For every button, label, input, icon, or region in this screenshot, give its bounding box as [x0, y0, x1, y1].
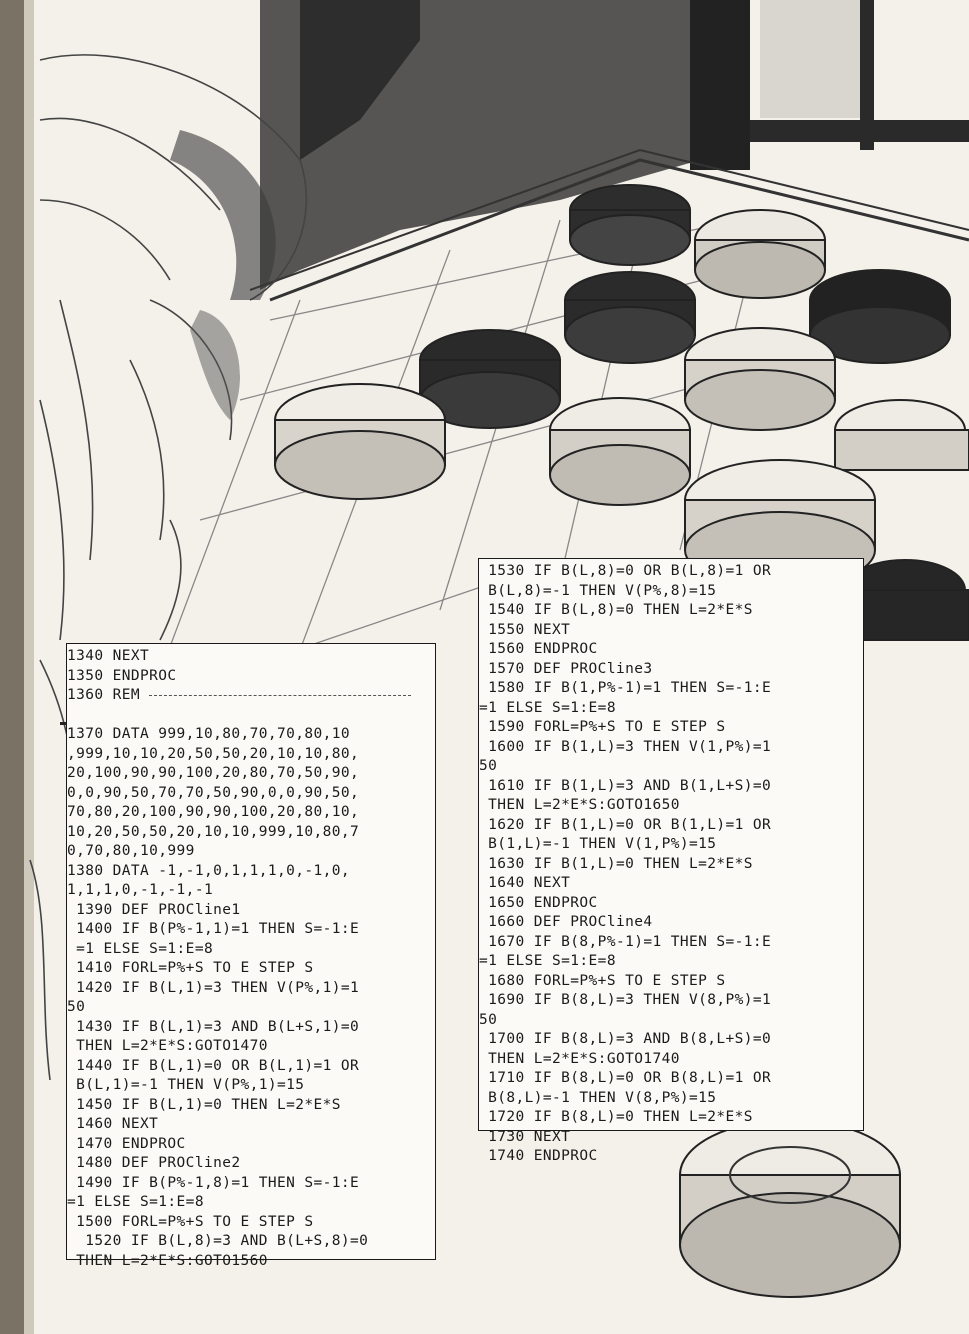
- basic-listing-right: [478, 558, 864, 1164]
- code-line: THEN L=2*E*S:GOTO1740: [479, 1050, 680, 1067]
- code-line: ,999,10,10,20,50,50,20,10,10,80,: [67, 745, 360, 762]
- code-line: THEN L=2*E*S:GOTO1470: [67, 1038, 268, 1054]
- page-edge-shadow: [0, 0, 24, 1334]
- code-line: 1670 IF B(8,P%-1)=1 THEN S=-1:E: [479, 933, 772, 950]
- code-line: 1740 ENDPROC: [479, 1148, 598, 1164]
- code-line: B(L,1)=-1 THEN V(P%,1)=15: [67, 1077, 305, 1093]
- code-line: B(L,8)=-1 THEN V(P%,8)=15: [479, 582, 717, 599]
- code-line: 1390 DEF PROCline1: [67, 901, 241, 918]
- code-line: 1700 IF B(8,L)=3 AND B(8,L+S)=0: [479, 1031, 772, 1047]
- code-line: 1710 IF B(8,L)=0 OR B(8,L)=1 OR: [479, 1070, 772, 1086]
- window-frame: [690, 0, 750, 170]
- code-line: 1730 NEXT: [479, 1128, 571, 1145]
- code-line: 1350 ENDPROC: [67, 667, 177, 684]
- code-line: THEN L=2*E*S:GOTO1560: [67, 1252, 268, 1269]
- code-line: 1,1,1,0,-1,-1,-1: [67, 882, 214, 898]
- code-line: 1580 IF B(1,P%-1)=1 THEN S=-1:E: [479, 680, 772, 696]
- code-line: 1450 IF B(L,1)=0 THEN L=2*E*S: [67, 1096, 341, 1113]
- code-line: 1660 DEF PROCline4: [479, 914, 653, 930]
- code-line: 1630 IF B(1,L)=0 THEN L=2*E*S: [479, 855, 753, 872]
- code-line: 1500 FORL=P%+S TO E STEP S: [67, 1213, 314, 1230]
- code-line: 1440 IF B(L,1)=0 OR B(L,1)=1 OR: [67, 1057, 360, 1074]
- code-line: 1520 IF B(L,8)=3 AND B(L+S,8)=0: [67, 1233, 369, 1249]
- code-line: 1490 IF B(P%-1,8)=1 THEN S=-1:E: [67, 1174, 360, 1191]
- code-line: B(1,L)=-1 THEN V(1,P%)=15: [479, 836, 717, 852]
- rem-underline: [149, 695, 411, 696]
- basic-listing-left: [66, 643, 436, 1269]
- code-line: 20,100,90,90,100,20,80,70,50,90,: [67, 765, 360, 781]
- code-line: 1480 DEF PROCline2: [67, 1155, 241, 1171]
- code-line: 1460 NEXT: [67, 1116, 159, 1132]
- code-line: 1380 DATA -1,-1,0,1,1,1,0,-1,0,: [67, 862, 351, 879]
- code-line: 50: [479, 758, 498, 774]
- figure-shadow: [170, 130, 276, 300]
- code-line: 50: [479, 1011, 498, 1028]
- code-line: 1410 FORL=P%+S TO E STEP S: [67, 960, 314, 976]
- code-line: 1550 NEXT: [479, 621, 571, 638]
- code-line: [67, 706, 435, 726]
- code-line: 10,20,50,50,20,10,10,999,10,80,7: [67, 823, 360, 840]
- code-line: =1 ELSE S=1:E=8: [67, 1194, 204, 1210]
- code-line: 0,70,80,10,999: [67, 843, 195, 859]
- code-line: 0,0,90,50,70,70,50,90,0,0,90,50,: [67, 784, 360, 801]
- code-line: B(8,L)=-1 THEN V(8,P%)=15: [479, 1089, 717, 1106]
- code-line: =1 ELSE S=1:E=8: [479, 953, 616, 969]
- code-line: THEN L=2*E*S:GOTO1650: [479, 797, 680, 813]
- code-line: 1430 IF B(L,1)=3 AND B(L+S,1)=0: [67, 1018, 360, 1035]
- code-line: 1640 NEXT: [479, 875, 571, 891]
- code-line: 1570 DEF PROCline3: [479, 660, 653, 677]
- code-line-text: 1360 REM: [67, 687, 141, 703]
- code-line: 1560 ENDPROC: [479, 641, 598, 657]
- code-line: 1650 ENDPROC: [479, 894, 598, 911]
- code-line: 1720 IF B(8,L)=0 THEN L=2*E*S: [479, 1109, 753, 1125]
- code-line: 50: [67, 999, 86, 1015]
- code-line: =1 ELSE S=1:E=8: [479, 699, 616, 716]
- code-line: 1690 IF B(8,L)=3 THEN V(8,P%)=1: [479, 992, 772, 1008]
- code-line: 1530 IF B(L,8)=0 OR B(L,8)=1 OR: [479, 563, 772, 579]
- code-line: 1590 FORL=P%+S TO E STEP S: [479, 719, 726, 735]
- code-line: 1610 IF B(1,L)=3 AND B(1,L+S)=0: [479, 777, 772, 794]
- code-line: 1680 FORL=P%+S TO E STEP S: [479, 972, 726, 989]
- code-line: 1340 NEXT: [67, 648, 150, 664]
- code-line: 1370 DATA 999,10,80,70,70,80,10: [67, 726, 351, 742]
- code-line: 1470 ENDPROC: [67, 1135, 186, 1152]
- code-line: 1620 IF B(1,L)=0 OR B(1,L)=1 OR: [479, 816, 772, 833]
- code-line: 1400 IF B(P%-1,1)=1 THEN S=-1:E: [67, 921, 360, 937]
- code-line-rem: [67, 686, 435, 706]
- code-line: 1540 IF B(L,8)=0 THEN L=2*E*S: [479, 602, 753, 618]
- code-line: 1420 IF B(L,1)=3 THEN V(P%,1)=1: [67, 979, 360, 996]
- code-line: 1600 IF B(1,L)=3 THEN V(1,P%)=1: [479, 738, 772, 755]
- code-line: 70,80,20,100,90,90,100,20,80,10,: [67, 804, 360, 820]
- code-line: =1 ELSE S=1:E=8: [67, 940, 214, 957]
